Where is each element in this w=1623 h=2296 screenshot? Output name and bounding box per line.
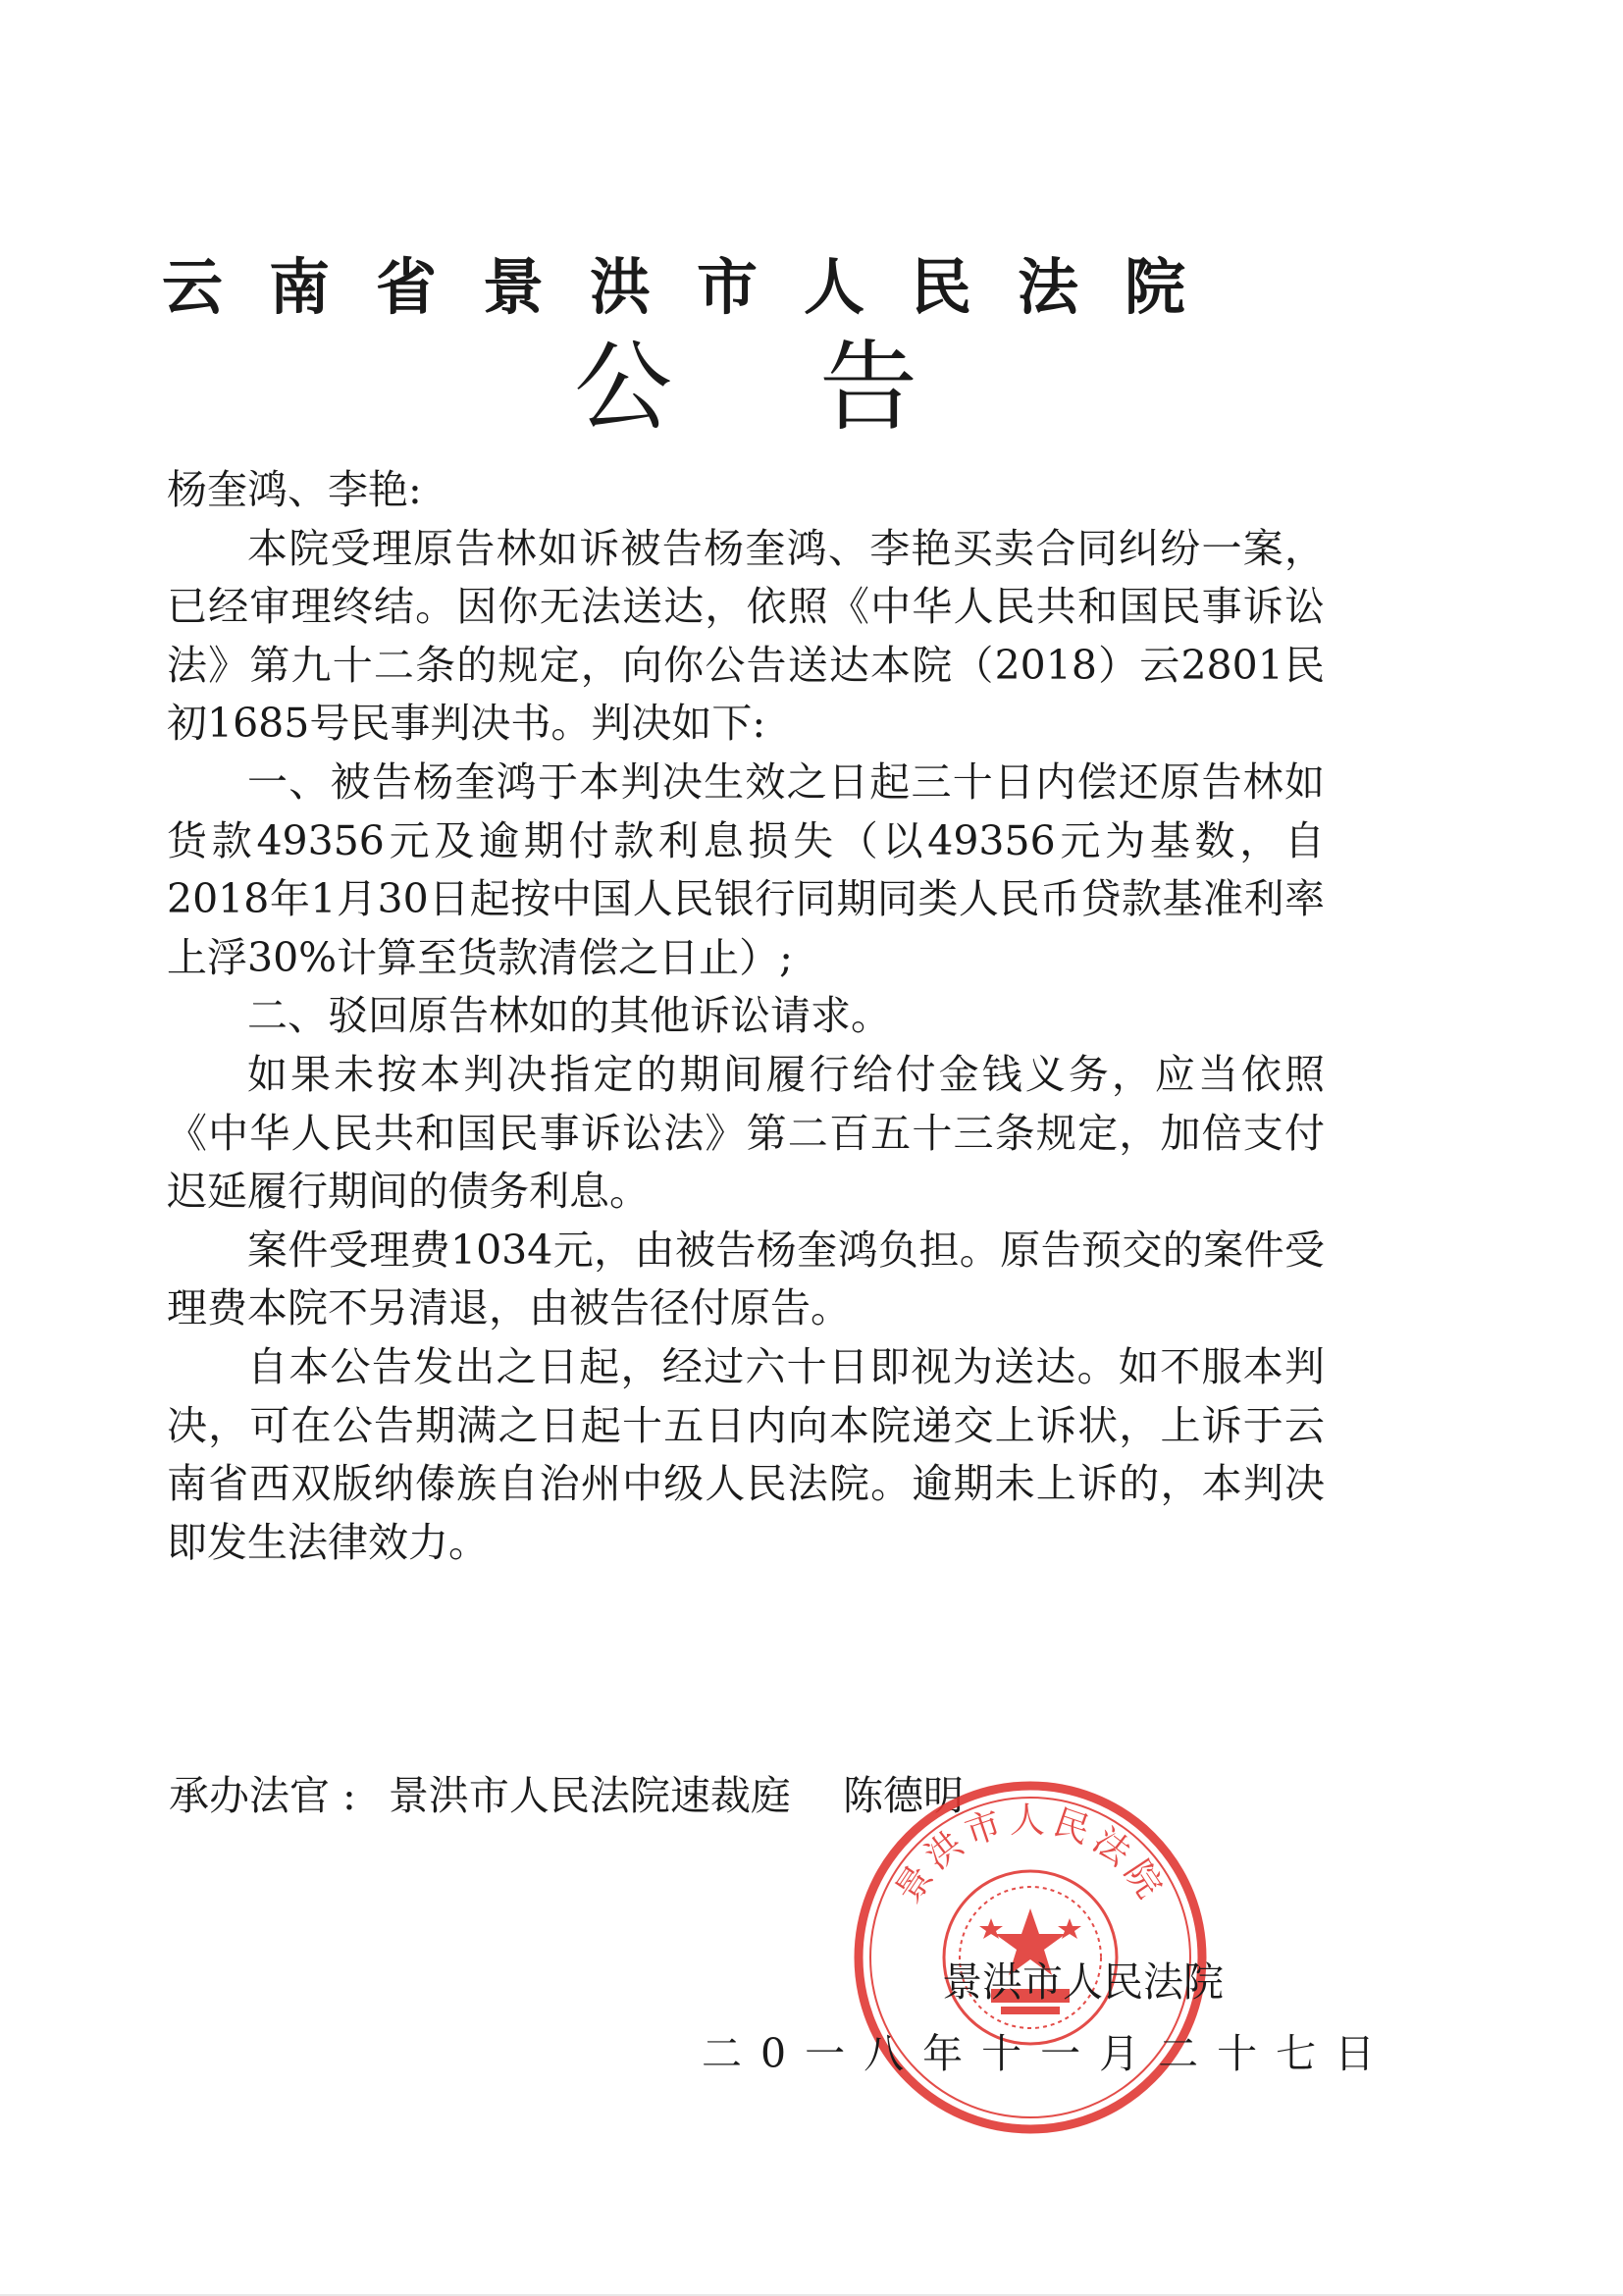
judge-department: 景洪市人民法院速裁庭 (388, 1772, 791, 1819)
paragraph-judgment-item-1: 一、被告杨奎鸿于本判决生效之日起三十日内偿还原告林如货款49356元及逾期付款利息损失（以49356元为基数，自2018年1月30日起按中国人民银行同期同类人民币贷款基准利率上浮30%计算至货款清偿之日止）; (167, 757, 1325, 981)
judge-name: 陈德明 (842, 1772, 964, 1819)
paragraph-court-fee: 案件受理费1034元，由被告杨奎鸿负担。原告预交的案件受理费本院不另清退，由被告径付原告。 (167, 1226, 1325, 1332)
addressee: 杨奎鸿、李艳: (167, 466, 422, 513)
seal-text: 景洪市人民法院 (888, 1800, 1173, 1910)
issuing-court-name: 景洪市人民法院 (942, 1958, 1224, 2006)
paragraph-late-performance: 如果未按本判决指定的期间履行给付金钱义务，应当依照《中华人民共和国民事诉讼法》第二百五十三条规定，加倍支付迟延履行期间的债务利息。 (167, 1050, 1325, 1216)
notice-title: 公告 (574, 330, 1065, 444)
paragraph-case-intro: 本院受理原告林如诉被告杨奎鸿、李艳买卖合同纠纷一案，已经审理终结。因你无法送达，依照《中华人民共和国民事诉讼法》第九十二条的规定，向你公告送达本院（2018）云2801民初1685号民事判决书。判决如下: (167, 524, 1325, 748)
issue-date: 二0一八年十一月二十七日 (702, 2030, 1394, 2077)
judge-label: 承办法官 : (169, 1772, 356, 1819)
paragraph-judgment-item-2: 二、驳回原告林如的其他诉讼请求。 (247, 992, 891, 1040)
notice-body (167, 461, 1325, 1572)
paragraph-appeal-notice: 自本公告发出之日起，经过六十日即视为送达。如不服本判决，可在公告期满之日起十五日内向本院递交上诉状，上诉于云南省西双版纳傣族自治州中级人民法院。逾期未上诉的，本判决即发生法律效力。 (167, 1342, 1325, 1566)
court-name-heading: 云南省景洪市人民法院 (162, 251, 1232, 323)
